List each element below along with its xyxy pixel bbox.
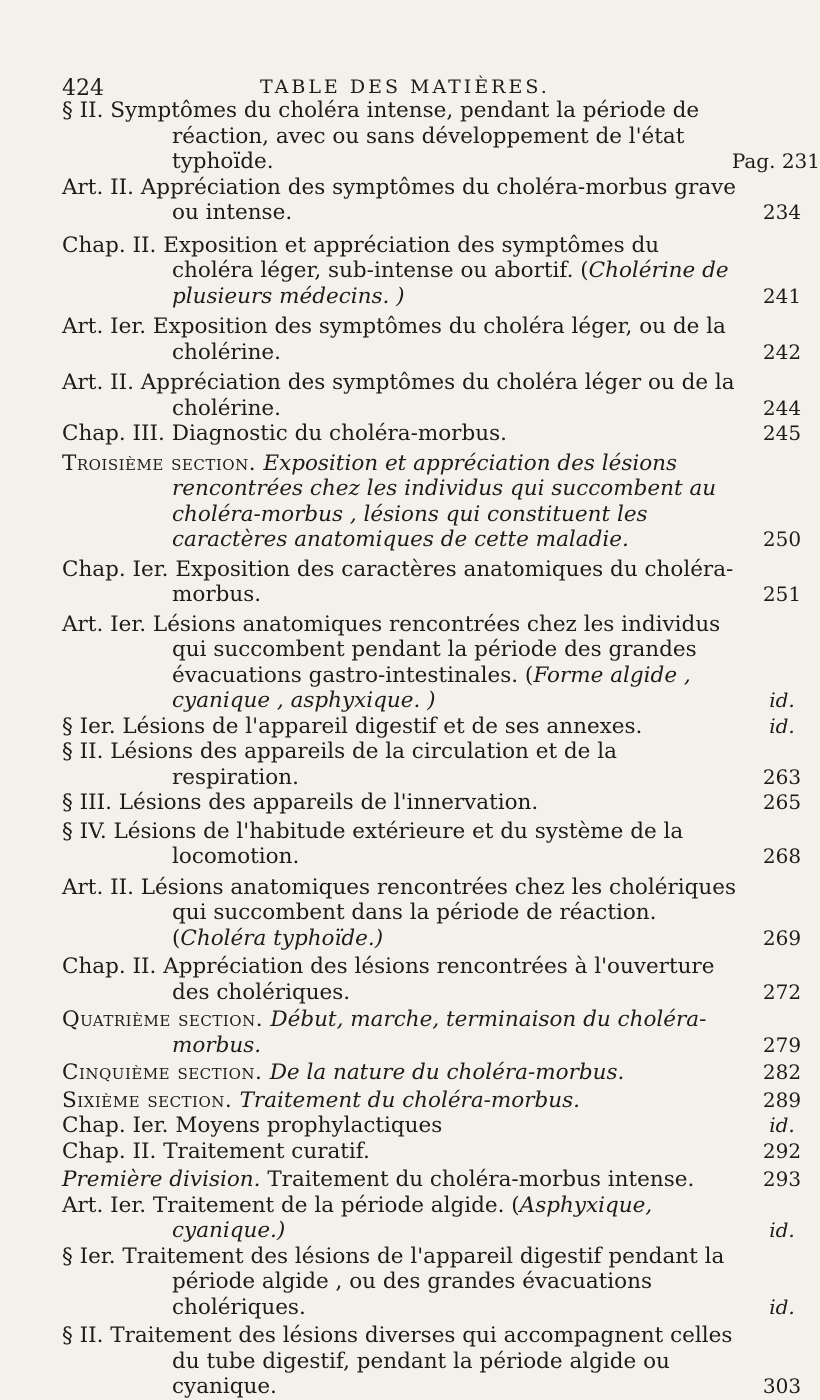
- entry-prefix: Sixième section.: [62, 1087, 240, 1113]
- entry-prefix: Chap. II.: [62, 1138, 164, 1164]
- entry-prefix: Art. II.: [62, 174, 141, 200]
- entry-text: [62, 1323, 742, 1400]
- entry-text: [62, 370, 742, 421]
- page-ref: id.: [769, 1218, 795, 1242]
- entry-title: Exposition des symptômes du choléra léger, ou de la cholérine.: [152, 314, 726, 365]
- page-ref: id.: [769, 1113, 795, 1137]
- toc-entry: [62, 98, 820, 175]
- entry-prefix: § Ier.: [62, 1243, 123, 1269]
- entry-text: [62, 739, 742, 790]
- page-ref: 245: [762, 421, 802, 445]
- entry-title: Exposition des caractères anatomiques du choléra-morbus.: [172, 556, 734, 607]
- page-ref: id.: [769, 713, 795, 738]
- page-number: 424: [62, 76, 104, 101]
- toc-entry: [62, 713, 795, 740]
- entry-text: [62, 714, 742, 740]
- toc-entry: [62, 1060, 802, 1086]
- toc-entry: [62, 954, 802, 1005]
- toc-entry: [62, 818, 802, 870]
- entry-text: [62, 790, 742, 816]
- entry-text: [62, 1088, 742, 1114]
- entry-italic: Cholérine de plusieurs médecins. ): [172, 258, 729, 309]
- entry-prefix: Art. Ier.: [62, 1192, 153, 1218]
- page-ref: 282: [762, 1060, 802, 1084]
- entry-title: Traitement des lésions de l'appareil digestif pendant la période algide , ou des grandes évacuations cholériques.: [122, 1243, 725, 1320]
- page-ref: 292: [762, 1138, 802, 1163]
- toc-entry: [62, 450, 802, 553]
- entry-title: Traitement de la période algide. (: [152, 1192, 520, 1218]
- entry-title: Lésions anatomiques rencontrées chez les individus qui succombent pendant la période des grandes évacuations gastro-intestinales. (: [152, 611, 721, 688]
- entry-title: Lésions de l'habitude extérieure et du système de la locomotion.: [113, 818, 684, 869]
- page-ref: 244: [762, 395, 802, 420]
- page-ref: 250: [762, 527, 802, 551]
- page-ref: 293: [762, 1167, 802, 1191]
- entry-title: Appréciation des lésions rencontrées à l'ouverture des cholériques.: [163, 954, 715, 1005]
- page-ref: 263: [762, 764, 802, 789]
- page-ref: 279: [762, 1032, 802, 1057]
- entry-prefix: Chap. II.: [62, 954, 164, 979]
- toc-entry: [62, 1192, 795, 1244]
- entry-italic: Première division.: [62, 1167, 261, 1192]
- entry-title: Moyens prophylactiques: [175, 1113, 443, 1138]
- entry-prefix: Chap. II.: [62, 232, 164, 258]
- entry-title: Diagnostic du choléra-morbus.: [171, 421, 507, 446]
- toc-entry: [62, 739, 802, 790]
- entry-title: Exposition et appréciation des symptômes du choléra léger, sub-intense ou abortif. (: [163, 232, 660, 283]
- entry-prefix: Quatrième section.: [62, 1007, 271, 1032]
- entry-prefix: § III.: [62, 790, 119, 815]
- entry-prefix: Art. II.: [62, 370, 141, 395]
- entry-prefix: § II.: [62, 98, 111, 123]
- entry-title: Symptômes du choléra intense, pendant la période de réaction, avec ou sans développement de l'état typhoïde.: [110, 98, 700, 174]
- toc-entry: [62, 1243, 795, 1321]
- entry-prefix: Cinquième section.: [62, 1060, 270, 1085]
- page-ref: Pag. 231: [731, 149, 820, 173]
- entry-prefix: § IV.: [62, 818, 114, 844]
- entry-title: Traitement curatif.: [163, 1138, 370, 1164]
- toc-entry: [62, 370, 802, 421]
- toc-entry: [62, 232, 802, 310]
- entry-italic: De la nature du choléra-morbus.: [269, 1060, 625, 1085]
- entry-italic: Traitement du choléra-morbus.: [239, 1087, 581, 1113]
- entry-text: [62, 98, 742, 175]
- entry-prefix: Art. II.: [62, 874, 141, 900]
- entry-text: [62, 954, 742, 1005]
- entry-text: [62, 1139, 742, 1165]
- entry-prefix: Chap. Ier.: [62, 1113, 176, 1138]
- entry-text: [62, 451, 742, 553]
- page-ref: 234: [762, 200, 802, 224]
- entry-prefix: § II.: [62, 1323, 111, 1348]
- entry-tail: Traitement du choléra-morbus intense.: [260, 1167, 695, 1192]
- entry-text: [62, 1060, 742, 1086]
- page-ref: 289: [762, 1087, 802, 1112]
- entry-prefix: Art. Ier.: [62, 314, 153, 339]
- toc-entry: [62, 611, 795, 714]
- entry-prefix: § II.: [62, 739, 111, 764]
- entry-text: [62, 175, 742, 226]
- toc-entry: [62, 1167, 802, 1193]
- entry-text: [62, 1007, 742, 1058]
- toc-entry: [62, 874, 802, 952]
- page-header: [62, 58, 762, 101]
- toc-entry: [62, 1113, 795, 1139]
- entry-italic: Asphyxique, cyanique.): [172, 1192, 653, 1243]
- entry-text: [62, 1113, 742, 1139]
- entry-italic: Exposition et appréciation des lésions rencontrées chez les individus qui succombent au choléra-morbus , lésions qui constituent les caractères anatomiques de cette maladie.: [172, 450, 717, 552]
- entry-title: Lésions des appareils de l'innervation.: [118, 790, 539, 815]
- page-ref: 242: [762, 339, 802, 364]
- running-title: TABLE DES MATIÈRES.: [260, 76, 550, 98]
- entry-text: [62, 875, 742, 952]
- toc-entry: [62, 314, 802, 365]
- entry-text: [62, 421, 742, 447]
- toc-entry: [62, 1087, 802, 1114]
- entry-text: [62, 314, 742, 365]
- entry-prefix: § Ier.: [62, 713, 123, 739]
- entry-prefix: Troisième section.: [62, 450, 264, 476]
- toc-entry: [62, 421, 802, 447]
- entry-title: Appréciation des symptômes du choléra léger ou de la cholérine.: [140, 370, 735, 421]
- toc-entry: [62, 556, 802, 608]
- entry-title: Traitement des lésions diverses qui accompagnent celles du tube digestif, pendant la période algide ou cyanique.: [110, 1323, 733, 1399]
- page-ref: 251: [762, 582, 802, 606]
- entry-title: Lésions des appareils de la circulation et de la respiration.: [110, 739, 617, 790]
- page-ref: 272: [762, 979, 802, 1004]
- entry-prefix: Chap. Ier.: [62, 556, 176, 582]
- entry-italic: Forme algide , cyanique , asphyxique. ): [172, 662, 691, 713]
- page-ref: 268: [762, 844, 802, 868]
- toc-entry: [62, 790, 802, 816]
- entry-title: Lésions de l'appareil digestif et de ses annexes.: [122, 713, 643, 739]
- page-ref: id.: [769, 1294, 795, 1319]
- entry-text: [62, 233, 742, 310]
- toc-entry: [62, 1138, 802, 1165]
- entry-italic: Choléra typhoïde.): [180, 925, 384, 951]
- page-ref: 269: [762, 925, 802, 950]
- entry-italic: Début, marche, terminaison du choléra-morbus.: [172, 1007, 707, 1058]
- entry-text: [62, 819, 742, 870]
- entry-prefix: Chap. III.: [62, 421, 172, 446]
- page-ref: 241: [762, 283, 802, 308]
- entry-text: [62, 1244, 742, 1321]
- entry-text: [62, 557, 742, 608]
- toc-entry: [62, 1323, 802, 1400]
- entry-text: [62, 612, 742, 714]
- toc-entry: [62, 1007, 802, 1058]
- entry-title: Appréciation des symptômes du choléra-morbus grave ou intense.: [140, 174, 737, 225]
- page-ref: 303: [762, 1374, 802, 1398]
- entry-prefix: Art. Ier.: [62, 611, 153, 637]
- entry-text: [62, 1167, 742, 1193]
- entry-title: Lésions anatomiques rencontrées chez les cholériques qui succombent dans la période de réaction. (: [140, 874, 736, 951]
- toc-entry: [62, 174, 802, 226]
- entry-text: [62, 1193, 742, 1244]
- page-ref: 265: [762, 790, 802, 814]
- page-ref: id.: [769, 688, 795, 712]
- table-of-contents: [0, 98, 820, 1400]
